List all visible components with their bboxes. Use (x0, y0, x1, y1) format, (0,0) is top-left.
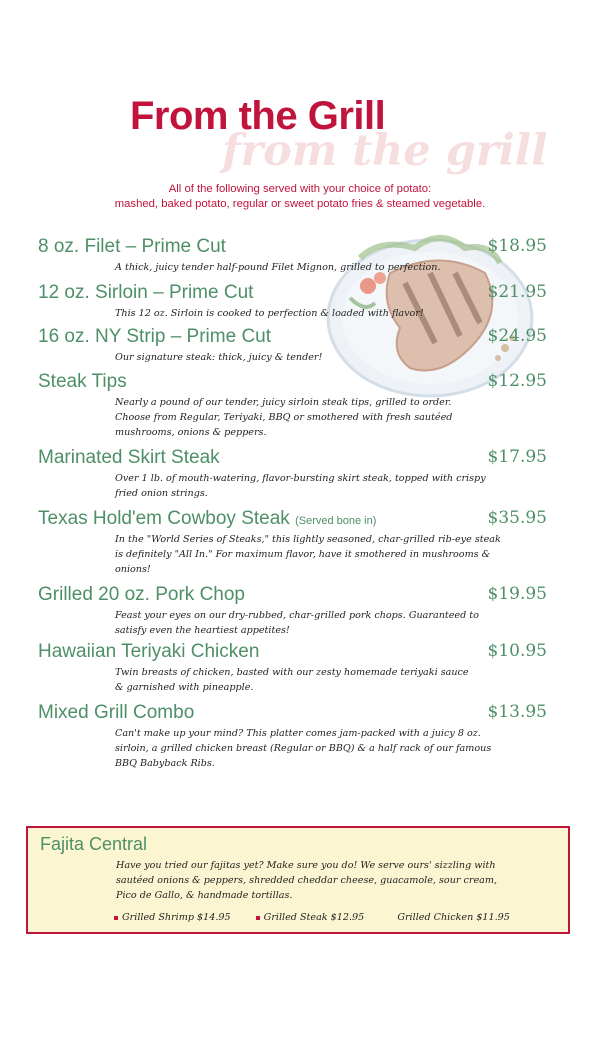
desc-line: is definitely "All In." For maximum flavor, have it smothered in mushrooms & (115, 549, 491, 560)
item-price: $18.95 (487, 236, 547, 256)
item-description (115, 532, 501, 577)
desc-line: BBQ Babyback Ribs. (115, 758, 215, 769)
desc-line: Can't make up your mind? This platter comes jam-packed with a juicy 8 oz. (115, 728, 481, 739)
item-price: $35.95 (487, 508, 547, 528)
item-name-text: Marinated Skirt Steak (38, 447, 220, 468)
desc-line: A thick, juicy tender half-pound Filet Mignon, grilled to perfection. (115, 262, 441, 273)
item-description (115, 665, 470, 695)
desc-line: Choose from Regular, Teriyaki, BBQ or smothered with fresh sautéed (115, 412, 453, 423)
item-name-text: 12 oz. Sirloin – Prime Cut (38, 282, 254, 303)
item-price: $12.95 (487, 371, 547, 391)
item-note: (Served bone in) (295, 515, 377, 527)
item-name (38, 641, 259, 663)
item-description (115, 726, 492, 771)
intro-line: mashed, baked potato, regular or sweet potato fries & steamed vegetable. (114, 198, 486, 210)
item-price: $13.95 (487, 702, 547, 722)
desc-line: mushrooms, onions & peppers. (115, 427, 267, 438)
fajita-option-shrimp (114, 912, 231, 923)
item-name (38, 236, 226, 258)
desc-line: fried onion strings. (115, 488, 208, 499)
item-name (38, 326, 271, 348)
item-description (115, 608, 479, 638)
item-name (38, 508, 376, 530)
item-name (38, 584, 245, 606)
desc-line: In the "World Series of Steaks," this lightly seasoned, char-grilled rib-eye steak (115, 534, 501, 545)
item-description (115, 306, 470, 321)
fajita-option-steak (256, 912, 365, 923)
item-name-text: Texas Hold'em Cowboy Steak (38, 508, 290, 529)
intro-text (0, 182, 600, 212)
option-label: Grilled Steak $12.95 (263, 912, 365, 923)
intro-line: All of the following served with your choice of potato: (168, 183, 432, 195)
item-name (38, 371, 127, 393)
desc-line: sirloin, a grilled chicken breast (Regular or BBQ) & a half rack of our famous (115, 743, 492, 754)
item-name-text: Hawaiian Teriyaki Chicken (38, 641, 260, 662)
item-name-text: Grilled 20 oz. Pork Chop (38, 584, 245, 605)
fajita-options (114, 912, 532, 923)
item-price: $21.95 (487, 282, 547, 302)
item-name (38, 282, 253, 304)
desc-line: Feast your eyes on our dry-rubbed, char-grilled pork chops. Guaranteed to (115, 610, 479, 621)
item-name-text: Mixed Grill Combo (38, 702, 195, 723)
desc-line: & garnished with pineapple. (115, 682, 254, 693)
desc-line: Pico de Gallo, & handmade tortillas. (116, 890, 293, 901)
item-description (115, 471, 486, 501)
desc-line: Over 1 lb. of mouth-watering, flavor-bursting skirt steak, topped with crispy (115, 473, 486, 484)
desc-line: Nearly a pound of our tender, juicy sirloin steak tips, grilled to order. (115, 397, 452, 408)
item-price: $10.95 (487, 641, 547, 661)
bullet-icon (256, 916, 260, 920)
desc-line: Have you tried our fajitas yet? Make sure you do! We serve ours' sizzling with (116, 860, 496, 871)
item-name-text: Steak Tips (38, 371, 127, 392)
item-name (38, 702, 194, 724)
item-name-text: 8 oz. Filet – Prime Cut (38, 236, 226, 257)
item-description (115, 350, 470, 365)
bullet-icon (114, 916, 118, 920)
watermark-title: from the grill (222, 126, 548, 176)
page-title: From the Grill (130, 94, 386, 138)
fajita-description (116, 858, 497, 903)
desc-line: sautéed onions & peppers, shredded cheddar cheese, guacamole, sour cream, (116, 875, 498, 886)
item-description (115, 260, 470, 275)
desc-line: Our signature steak: thick, juicy & tender! (115, 352, 323, 363)
desc-line: onions! (115, 564, 151, 575)
option-label: Grilled Shrimp $14.95 (122, 912, 231, 923)
item-name (38, 447, 220, 469)
fajita-central-box (26, 826, 570, 934)
item-description (115, 395, 470, 440)
fajita-option-chicken (389, 912, 510, 923)
bullet-icon (389, 916, 393, 920)
fajita-title: Fajita Central (40, 834, 148, 854)
option-label: Grilled Chicken $11.95 (397, 912, 510, 923)
item-price: $17.95 (487, 447, 547, 467)
desc-line: satisfy even the heartiest appetites! (115, 625, 290, 636)
item-name-text: 16 oz. NY Strip – Prime Cut (38, 326, 272, 347)
item-price: $19.95 (487, 584, 547, 604)
item-price: $24.95 (487, 326, 547, 346)
desc-line: Twin breasts of chicken, basted with our zesty homemade teriyaki sauce (115, 667, 469, 678)
desc-line: This 12 oz. Sirloin is cooked to perfection & loaded with flavor! (115, 308, 424, 319)
